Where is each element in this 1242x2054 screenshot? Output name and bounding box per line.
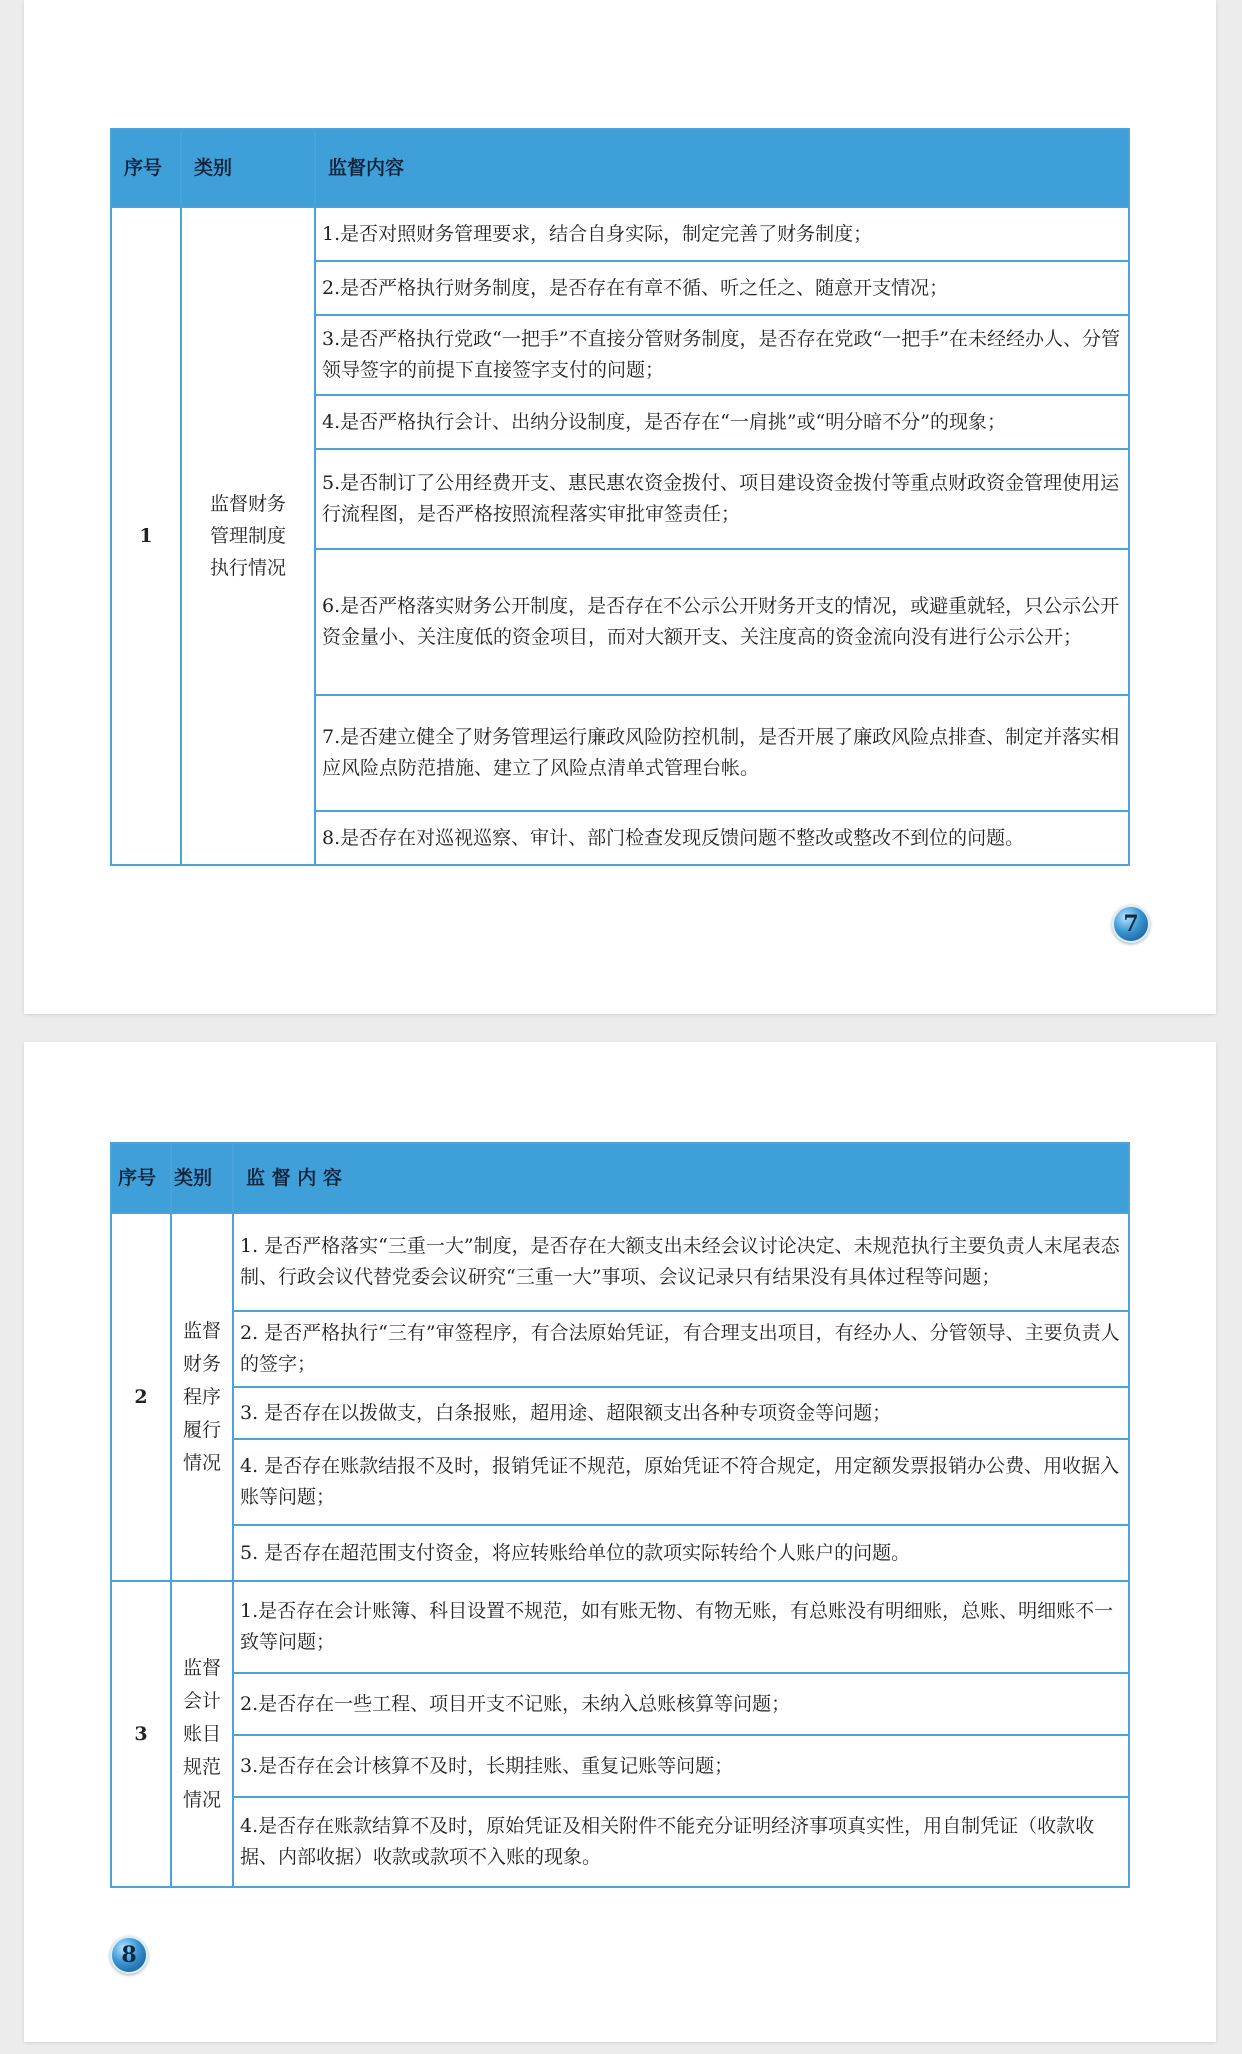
table-row: [111, 1735, 1129, 1797]
supervision-table-page-7: [110, 128, 1130, 866]
category-line: 规范: [182, 1755, 221, 1778]
category-line: 账目: [182, 1722, 221, 1745]
header-category: 类别: [171, 1143, 233, 1213]
header-category: 类别: [181, 129, 315, 207]
content-item: 8.是否存在对巡视巡察、审计、部门检查发现反馈问题不整改或整改不到位的问题。: [315, 811, 1129, 865]
table-row: [111, 1525, 1129, 1581]
content-item: 1.是否存在会计账簿、科目设置不规范，如有账无物、有物无账，有总账没有明细账，总账、明细账不一致等问题；: [233, 1581, 1129, 1673]
category-line: 财务: [182, 1352, 221, 1375]
row-category: [181, 207, 315, 865]
content-item: 3.是否严格执行党政“一把手”不直接分管财务制度，是否存在党政“一把手”在未经经办人、分管领导签字的前提下直接签字支付的问题；: [315, 315, 1129, 395]
row-category: [171, 1213, 233, 1581]
content-item: 3.是否存在会计核算不及时，长期挂账、重复记账等问题；: [233, 1735, 1129, 1797]
category-line: 情况: [182, 1451, 221, 1474]
row-number: 2: [111, 1213, 171, 1581]
content-item: 3. 是否存在以拨做支，白条报账，超用途、超限额支出各种专项资金等问题；: [233, 1387, 1129, 1439]
content-item: 4. 是否存在账款结报不及时，报销凭证不规范，原始凭证不符合规定，用定额发票报销办公费、用收据入账等问题；: [233, 1439, 1129, 1525]
supervision-table-page-8: [110, 1142, 1130, 1888]
content-item: 2.是否存在一些工程、项目开支不记账，未纳入总账核算等问题；: [233, 1673, 1129, 1735]
table-row: [111, 1797, 1129, 1887]
content-item: 1. 是否严格落实“三重一大”制度，是否存在大额支出未经会议讨论决定、未规范执行主要负责人末尾表态制、行政会议代替党委会议研究“三重一大”事项、会议记录只有结果没有具体过程等问题；: [233, 1213, 1129, 1311]
category-line: 监督财务: [209, 493, 286, 515]
category-line: 监督: [182, 1319, 221, 1342]
content-item: 6.是否严格落实财务公开制度，是否存在不公示公开财务开支的情况，或避重就轻，只公示公开资金量小、关注度低的资金项目，而对大额开支、关注度高的资金流向没有进行公示公开；: [315, 549, 1129, 695]
category-line: 情况: [182, 1788, 221, 1811]
row-number: 1: [111, 207, 181, 865]
category-line: 管理制度: [209, 525, 286, 547]
page-7: [24, 0, 1216, 1014]
content-item: 5.是否制订了公用经费开支、惠民惠农资金拨付、项目建设资金拨付等重点财政资金管理使用运行流程图，是否严格按照流程落实审批审签责任；: [315, 449, 1129, 549]
row-number: 3: [111, 1581, 171, 1887]
page-number-badge: 7: [1112, 905, 1150, 943]
header-seq: 序号: [111, 129, 181, 207]
table-row: [111, 1673, 1129, 1735]
table-header: [111, 129, 1129, 207]
category-line: 执行情况: [209, 557, 286, 579]
content-item: 1.是否对照财务管理要求，结合自身实际，制定完善了财务制度；: [315, 207, 1129, 261]
table-row: [111, 1213, 1129, 1311]
content-item: 4.是否严格执行会计、出纳分设制度，是否存在“一肩挑”或“明分暗不分”的现象；: [315, 395, 1129, 449]
page-8: [24, 1042, 1216, 2042]
content-item: 2. 是否严格执行“三有”审签程序，有合法原始凭证，有合理支出项目，有经办人、分管领导、主要负责人的签字；: [233, 1311, 1129, 1387]
page-number-badge: 8: [110, 1936, 148, 1974]
row-category: [171, 1581, 233, 1887]
content-item: 4.是否存在账款结算不及时，原始凭证及相关附件不能充分证明经济事项真实性，用自制凭证（收款收据、内部收据）收款或款项不入账的现象。: [233, 1797, 1129, 1887]
table-row: [111, 1439, 1129, 1525]
category-line: 程序: [182, 1385, 221, 1408]
content-item: 7.是否建立健全了财务管理运行廉政风险防控机制，是否开展了廉政风险点排查、制定并落实相应风险点防范措施、建立了风险点清单式管理台帐。: [315, 695, 1129, 811]
category-line: 监督: [182, 1656, 221, 1679]
table-row: [111, 1581, 1129, 1673]
header-content: 监 督 内 容: [233, 1143, 1129, 1213]
content-item: 2.是否严格执行财务制度，是否存在有章不循、听之任之、随意开支情况；: [315, 261, 1129, 315]
category-line: 会计: [182, 1689, 221, 1712]
header-seq: 序号: [111, 1143, 171, 1213]
table-row: [111, 1311, 1129, 1387]
header-content: 监督内容: [315, 129, 1129, 207]
content-item: 5. 是否存在超范围支付资金，将应转账给单位的款项实际转给个人账户的问题。: [233, 1525, 1129, 1581]
table-row: [111, 1387, 1129, 1439]
table-header: [111, 1143, 1129, 1213]
category-line: 履行: [182, 1418, 221, 1441]
table-row: [111, 207, 1129, 261]
